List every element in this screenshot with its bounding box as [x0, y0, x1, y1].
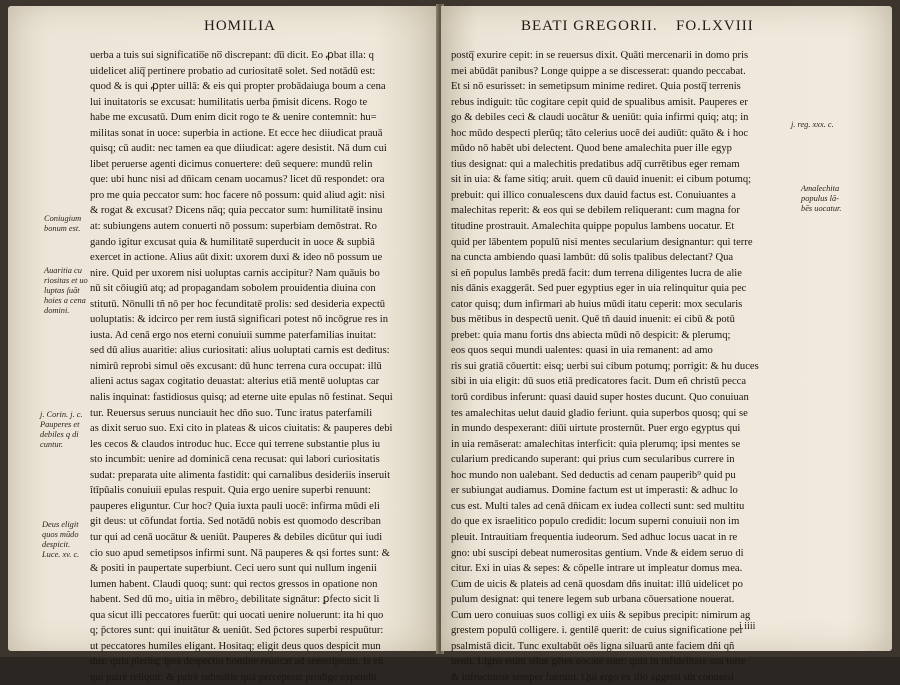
text-line: habe me excusatū. Dum enim dicit rogo te & uenire contemnit: hu=	[90, 112, 377, 124]
margin-note	[44, 266, 88, 316]
margin-note-line: Luce. xv. c.	[42, 550, 80, 559]
text-line: gno: ubi suscipi debeat numerositas gentium. Vnde & eidem seruo di	[451, 547, 744, 559]
text-line: libet peruerse agenti dicimus conuertere: deū sequere: mundū relin	[90, 158, 373, 170]
text-line: na cuncta ambiendo quasi lambūt: dū solis tpalibus delectant? Qua	[451, 252, 734, 264]
text-line: quisq; cū audit: nec tamen ea que diiudicat: agere desistit. Nā dum cui	[90, 143, 387, 155]
text-line: titudine prostrauit. Amalechita quippe populus lambens uocatur. Et	[451, 221, 735, 233]
text-line: mei abūdāt panibus? Longe quippe a se discesserat: quando peccabat.	[451, 65, 746, 77]
text-line: nalis inquinat: fastidiosus quisq; ad eterne uite epulas nō festinat. Sequi	[90, 392, 393, 404]
text-line: & infructuose semper fuerunt. Qui ergo ex illo aggesti sūt conuersi	[451, 671, 735, 683]
text-line: prebet: quia manu fortis dns abiecta mūdi nō despicit: & plerumq;	[451, 329, 731, 341]
text-line: Cum uero conuiuas suos colligi ex uiis & sepibus precipit: nimirum ag	[451, 609, 751, 621]
text-line: Cum de uicis & plateis ad cenā quosdam dñs inuitat: illū uidelicet po	[451, 578, 743, 590]
text-line: ut peccatores humiles eligant. Hositaq; eligit deus quos despicit mun	[90, 640, 381, 652]
text-line: ītīpūalis conuiuii epulas respuit. Quia ergo uenire superbi renuunt:	[90, 485, 371, 497]
text-line: gando igitur excusat quia & humilitatē superducit in uoce & supbiā	[90, 236, 375, 248]
text-line: go & debiles ceci & claudi uocātur & ueniūt: quia infirmi quiq; atq; in	[451, 112, 749, 124]
text-line: uerba a tuis sui significatio̅e no̅ discrepant: du̅ dicit. Eo ꝓbat illa: q	[90, 50, 374, 61]
text-line: rebus indiguit: tūc cogitare cepit quid de spualibus amisit. Pauperes er	[451, 96, 748, 108]
margin-note	[40, 410, 83, 450]
text-line: eos quos sequi mundi ualentes: quasi in uia remanent: ad amo	[451, 345, 713, 357]
text-line: exercet in actione. Alius aūt dixit: uxorem duxi & ideo nō possum ue	[90, 252, 383, 264]
margin-note-line: Deus eligit	[42, 520, 79, 529]
margin-note-line: bēs uocatur.	[801, 204, 842, 213]
margin-note-line: Amalechita	[801, 184, 840, 193]
text-line: malechitas reperit: & eos qui se debilem reliquerant: cum magna for	[451, 205, 740, 217]
margin-note-line: Coniugium	[44, 214, 82, 223]
text-line: prebuit: qui illico conualescens dux dauid factus est. Conuiuantes a	[451, 189, 736, 201]
margin-note-line: luptas ſuāt	[44, 286, 80, 295]
text-line: uoluptatis: & idcirco per rem iustā significari potest nō incōgrue res in	[90, 314, 389, 326]
text-line: Et si nō esurisset: in semetipsum minime rediret. Quia postq̅ terrenis	[451, 81, 741, 93]
text-line: sit in uia: & fame sitiq; aruit. quem cū dauid inuenit: ei cibum potumq;	[451, 174, 752, 186]
margin-note-line: Pauperes et	[40, 420, 80, 429]
text-line: sto incumbit: uenire ad dominicā cena recusat: qui labori curiositatis	[90, 454, 380, 466]
text-line: qua sicut illi peccatores fuerūt: qui uocati uenire noluerunt: ita hi quo	[90, 609, 384, 621]
text-line: les cecos & claudos introduc huc. Ecce qui terrene substantie plus iu	[90, 438, 381, 450]
text-line: nū sit cōiugiū atq; ad propagandam sobolem prouidentia diuina con	[90, 283, 376, 295]
text-line: grestem populū colligere. i. gentilē querit: de cuius significatione per	[451, 625, 744, 637]
text-line: torū cordibus inferunt: quasi dauid super hostes ducunt. Quo conuiuan	[451, 392, 749, 404]
text-line: psalmistā dicit. Tunc exultabūt oēs ligna siluarū ante faciem dñi qñ	[451, 640, 735, 652]
text-line: dus: quia plerūq; ipsa despectio homine reuocat ad semetipsum. Is eñ	[90, 656, 384, 668]
margin-note-line: domini.	[44, 306, 70, 315]
text-line: nimirū reprobi simul oēs excusant: dū hunc terrena cura occupat: illū	[90, 360, 382, 372]
margin-note	[791, 120, 834, 130]
text-line: tur. Reuersus seruus nunciauit hec dño suo. Tunc iratus paterfamili	[90, 407, 373, 419]
text-line: tius designat: qui a malechitis predatibus adq̅ currētibus eger remam	[451, 158, 740, 170]
margin-note-line: hoies a cena	[44, 296, 86, 305]
text-line: & positi in paupertate superbiunt. Ceci uero sunt qui nullum ingenii	[90, 563, 377, 575]
text-line: ris sui gratiā cōuertit: eisq; uerbi sui cibum potumq; porrigit: & hu duces	[451, 360, 759, 372]
text-line: uenit. Ligna enim silue gētes uocate sunt: quia in infidelitate sua torte	[451, 656, 746, 668]
left-page-header: HOMILIA	[204, 18, 276, 34]
text-line: at: subiungens autem conuerti nō possum: superbiam demōstrat. Ro	[90, 221, 377, 233]
text-line: cator quisq; dum infirmari ab huius mūdi itatu ceperit: mox secularis	[451, 298, 743, 310]
text-line: postq̅ exurire cepit: in se reuersus dixit. Quāti mercenarii in domo pris	[451, 50, 749, 61]
text-line: cio suo apud semetipsos infirmi sunt. Nā pauperes & qsi fortes sunt: &	[90, 547, 390, 559]
text-line: citur. Exi in uias & sepes: & cōpelle intrare ut impleatur domus mea.	[451, 563, 743, 575]
text-line: que: ubi hunc nisi ad dn̄icam cenam uocamus? licet dū respondet: ora	[90, 174, 385, 186]
left-page	[8, 6, 439, 683]
margin-note-line: j. Corin. j. c.	[40, 410, 83, 419]
margin-note-line: despicit.	[42, 540, 71, 549]
text-line: lumen habent. Claudi quoq; sunt: qui rectos gressos in opatione non	[90, 578, 378, 590]
margin-note-line: quos mūdo	[42, 530, 79, 539]
text-line: pro me quia peccator sum: hoc facere nō possum: quid aliud agit: nisi	[90, 189, 385, 201]
text-line: sibi in uia eligit: dū suos etiā predicatores facit. Dum eñ christū pecca	[451, 376, 747, 388]
right-page-folio: FO.LXVIII	[676, 18, 754, 34]
text-line: cus est. Multi tales ad cenā dn̄icam ex iudea collecti sunt: sed multitu	[451, 500, 745, 512]
text-line: q; p̄ctores sunt: qui inuitātur & ueniūt. Sed p̄ctores superbi respuūtur:	[90, 625, 384, 637]
text-line: qui patrē reliquit: & patrē substātie quā perceperat prodige expendit	[90, 671, 377, 683]
text-line: & rogat & excusat? Dicens nāq; quia peccator sum: humilitatē insinu	[90, 205, 383, 217]
text-line: in uia remāserat: amalechitas interficit: quia plerumq; ipsi mentes se	[451, 438, 741, 450]
text-line: nire. Quid per uxorem nisi uoluptas carnis accipitur? Nam quāuis bo	[90, 267, 380, 279]
text-line: bus mētibus in despectū uenit. Quē tñ dauid inuenit: ei cibū & potū	[451, 314, 735, 326]
text-line: tur qui ad cenā uocātur & ueniūt. Pauperes & debiles dicūtur qui iudi	[90, 531, 383, 543]
margin-note	[801, 184, 841, 214]
text-line: pleuit. Intrauitiam frequentia iudeorum. Sed adhuc locus uacat in re	[451, 531, 738, 543]
text-line: as dixit seruo suo. Exi cito in plateas & uicos ciuitatis: & pauperes debi	[90, 423, 393, 435]
text-line: in mundo despexerant: diūi uirtute prosternūt. Puer ergo egyptus qui	[451, 423, 741, 435]
left-page-text	[90, 48, 430, 685]
right-page	[441, 6, 892, 683]
right-page-header-title: BEATI GREGORII.	[521, 18, 658, 34]
text-line: cularium predicando superant: qui prius cum secularibus currere in	[451, 454, 735, 466]
text-line: sudat: preparata uite alimenta fastidit: qui carnalibus desideriis inseruit	[90, 469, 391, 481]
signature-mark: i iiii	[739, 621, 756, 632]
text-line: nis dānis exaggerāt. Sed puer egyptius eger in uia relinquitur quia pec	[451, 283, 747, 295]
text-line: stitutū. Nōnulli tñ nō per hoc fecunditatē prolis: sed desideria expectū	[90, 298, 386, 310]
text-line: quid per lābentem populū nisi mentes secularium designantur: qui terre	[451, 236, 753, 248]
margin-note-line: riositas et uo	[44, 276, 88, 285]
margin-note-line: cuntur.	[40, 440, 64, 449]
margin-note	[42, 520, 79, 560]
text-line: iusta. Ad cenā ergo nos eterni conuiuii summe paterfamilias inuitat:	[90, 329, 377, 341]
text-line: pulum designat: qui tenere legem sub urbana cōuersatione nouerat.	[451, 594, 735, 606]
text-line: tes amalechitas uelut dauid gladio feriunt. quia superbos quosq; qui se	[451, 407, 748, 419]
margin-note-line: Auaritia cu	[44, 266, 82, 275]
right-page-text	[451, 48, 799, 685]
text-line: uidelicet aliq̅ pertinere probatio ad curiositatē solet. Sed notādū est:	[90, 65, 376, 77]
text-line: er subiungat audiamus. Domine factum est ut imperasti: & adhuc lo	[451, 485, 738, 497]
text-line: do que ex israelitico populo credidit: locum superni conuiuii non im	[451, 516, 740, 528]
text-line: hoc mundo non ualebant. Sed deductis ad cenam pauperib⁹ quid pu	[451, 469, 736, 481]
text-line: hoc mūdo despecti plerūq; tāto celerius uocē dei audiūt: quāto & i hoc	[451, 127, 749, 139]
text-line: alieni actus sagax cogitatio deuastat: alterius etiā mentē uoluptas car	[90, 376, 380, 388]
text-line: mūdo nō habēt ubi delectent. Quod bene amalechita puer ille egyp	[451, 143, 732, 155]
text-line: quod & is qui ꝓpter uillā: & eis qui propter probādaiuga boum a cena	[90, 81, 386, 93]
margin-note-line: j. reg. xxx. c.	[791, 120, 834, 129]
text-line: sed dū alius auaritie: alius curiositati: alius uoluptati carnis est deditus:	[90, 345, 390, 357]
margin-note-line: debiles q di	[40, 430, 79, 439]
text-line: pauperes eliguntur. Cur hoc? Quia iuxta pauli uocē: infirma mūdi eli	[90, 500, 380, 512]
text-line: si eñ populus lambēs predā facit: dum terrena diligentes lucra de alie	[451, 267, 742, 279]
margin-note-line: populus lā-	[801, 194, 839, 203]
text-line: lui inuitatoris se excusat: humilitatis uerba p̄misit dicens. Rogo te	[90, 96, 368, 108]
margin-note	[44, 214, 81, 234]
text-line: git deus: ut cōfundat fortia. Sed notādū nobis est quomodo describan	[90, 516, 381, 528]
text-line: militas sonat in uoce: superbia in actione. Et ecce hec diiudicat prauā	[90, 127, 383, 139]
text-line: habent. Sed dū mo₂ uitia in mēbro₂ debilitate signātur: ꝑfecto sicit li	[90, 594, 380, 606]
margin-note-line: bonum est.	[44, 224, 81, 233]
